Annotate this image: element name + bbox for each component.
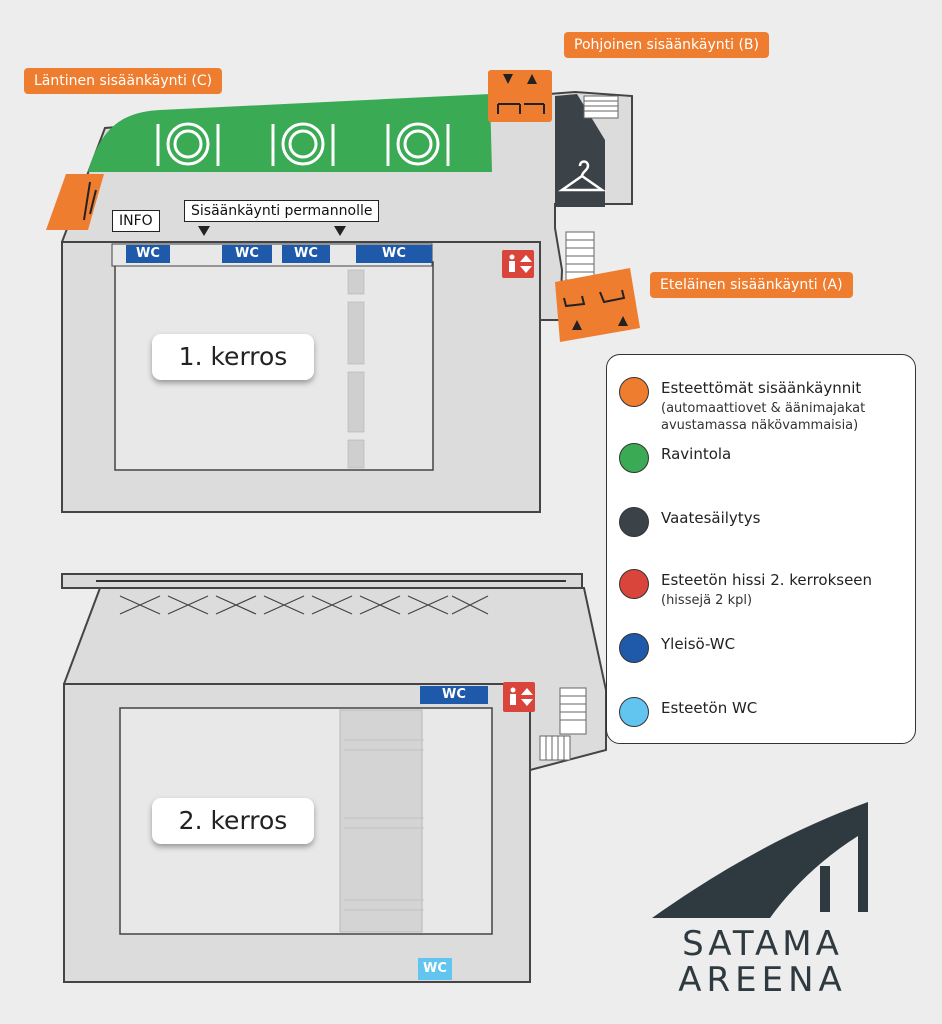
map-legend	[606, 354, 916, 744]
wc-accessible-floor2: WC	[418, 958, 452, 980]
north-entrance-door	[488, 70, 552, 122]
elevator-icon-floor1	[502, 250, 534, 278]
info-label: INFO	[112, 210, 160, 232]
legend-subtitle: (automaattiovet & äänimajakat avustamassa näkövammaisia)	[661, 401, 866, 433]
north-stairs	[584, 96, 618, 118]
legend-swatch	[619, 697, 649, 727]
west-entrance-label: Läntinen sisäänkäynti (C)	[24, 68, 222, 94]
satama-areena-logo-graphic	[652, 802, 868, 918]
wc-public-floor1: WC	[222, 245, 272, 263]
wc-public-floor1: WC	[126, 245, 170, 263]
legend-title: Esteetön WC	[661, 699, 758, 717]
floor2-title: 2. kerros	[152, 798, 314, 844]
legend-swatch	[619, 507, 649, 537]
floor-entrance-label: Sisäänkäynti permannolle	[184, 200, 379, 222]
wc-public-floor1: WC	[356, 245, 432, 263]
elevator-icon-floor2	[503, 682, 535, 712]
legend-swatch	[619, 377, 649, 407]
south-stairs	[566, 232, 594, 280]
legend-subtitle: (hissejä 2 kpl)	[661, 593, 753, 608]
logo-line2: AREENA	[678, 960, 847, 1000]
logo-line1: SATAMA	[682, 924, 843, 964]
south-entrance-label: Eteläinen sisäänkäynti (A)	[650, 272, 853, 298]
wc-public-floor1: WC	[282, 245, 330, 263]
legend-swatch	[619, 633, 649, 663]
floor1-title: 1. kerros	[152, 334, 314, 380]
satama-areena-logo	[650, 926, 875, 998]
north-entrance-label: Pohjoinen sisäänkäynti (B)	[564, 32, 769, 58]
legend-title: Ravintola	[661, 445, 732, 463]
legend-swatch	[619, 569, 649, 599]
wc-public-floor2: WC	[420, 686, 488, 704]
legend-swatch	[619, 443, 649, 473]
legend-title: Esteettömät sisäänkäynnit	[661, 379, 862, 397]
floor2-stands	[340, 710, 422, 932]
legend-title: Yleisö-WC	[661, 635, 736, 653]
legend-title: Esteetön hissi 2. kerrokseen	[661, 571, 873, 589]
legend-title: Vaatesäilytys	[661, 509, 761, 527]
